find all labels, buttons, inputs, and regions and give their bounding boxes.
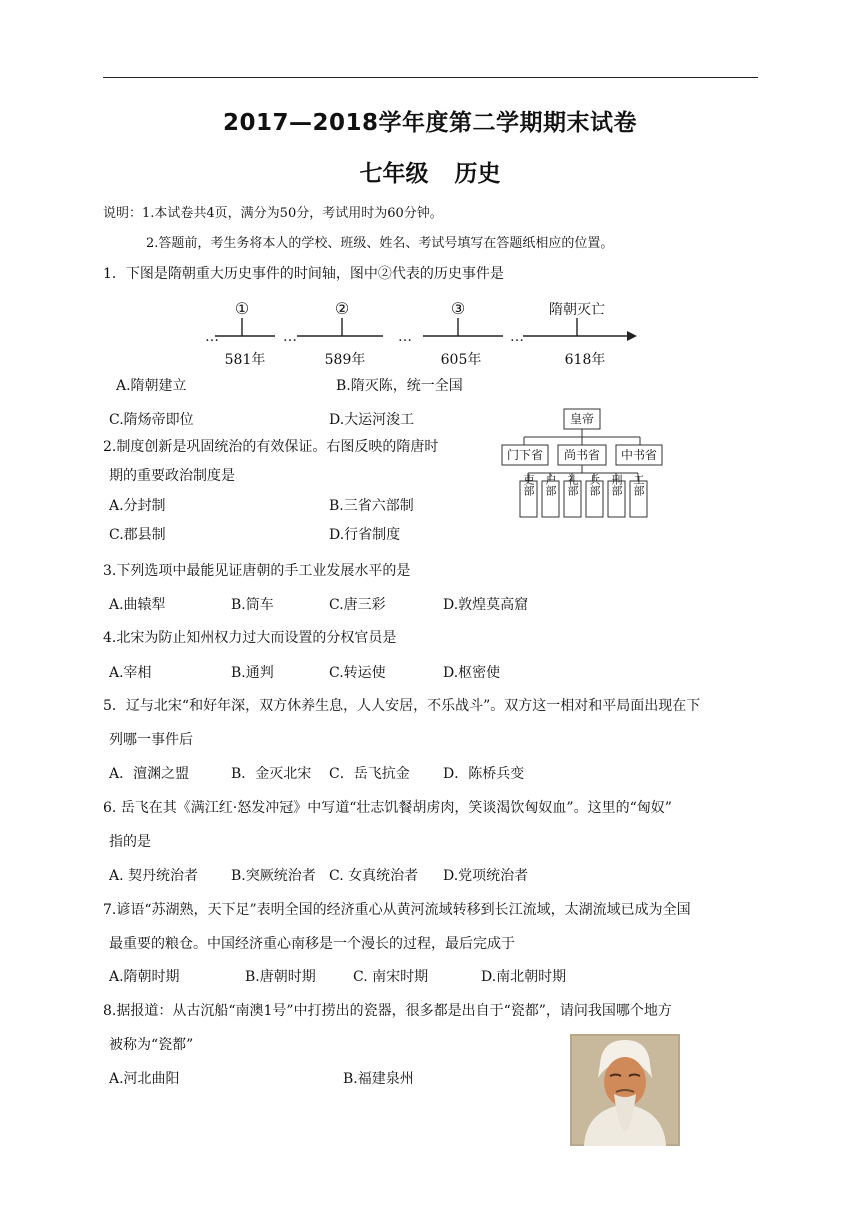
- question-8-option-a[interactable]: A.河北曲阳: [109, 1071, 180, 1087]
- question-5-stem: 5．辽与北宋“和好年深，双方休养生息，人人安居，不乐战斗”。双方这一相对和平局面出现在下: [103, 698, 701, 714]
- genghis-khan-portrait-image: [570, 1034, 680, 1146]
- question-1-option-a[interactable]: A.隋朝建立: [116, 378, 187, 394]
- question-1-option-d[interactable]: D.大运河浚工: [329, 412, 415, 428]
- question-2-option-d[interactable]: D.行省制度: [329, 527, 401, 543]
- question-7-option-a[interactable]: A.隋朝时期: [109, 969, 180, 985]
- question-1-option-b[interactable]: B.隋灭陈，统一全国: [336, 378, 463, 394]
- timeline-year: 581年: [224, 352, 266, 368]
- question-3-option-b[interactable]: B.筒车: [231, 597, 274, 613]
- question-4-stem: 4.北宋为防止知州权力过大而设置的分权官员是: [103, 630, 397, 646]
- question-4-option-c[interactable]: C.转运使: [329, 665, 386, 681]
- subject-label: 历史: [454, 161, 501, 187]
- question-7-stem-cont: 最重要的粮仓。中国经济重心南移是一个漫长的过程，最后完成于: [109, 936, 515, 952]
- org-label-ministry: 户部: [544, 474, 557, 496]
- question-6-stem-cont: 指的是: [109, 834, 151, 850]
- question-8-option-b[interactable]: B.福建泉州: [343, 1071, 414, 1087]
- question-4-option-d[interactable]: D.枢密使: [443, 665, 501, 681]
- timeline-ellipsis: …: [510, 329, 524, 345]
- question-1-option-c[interactable]: C.隋炀帝即位: [109, 412, 194, 428]
- question-4-option-a[interactable]: A.宰相: [109, 665, 152, 681]
- timeline-year: 605年: [440, 352, 482, 368]
- instruction-line-2: 2.答题前，考生务将本人的学校、班级、姓名、考试号填写在答题纸相应的位置。: [146, 236, 614, 251]
- question-2-option-b[interactable]: B.三省六部制: [329, 498, 414, 514]
- timeline-ellipsis: …: [205, 329, 219, 345]
- org-label-ministry: 礼部: [566, 474, 579, 496]
- sui-timeline-figure: [205, 296, 645, 374]
- question-3-option-d[interactable]: D.敦煌莫高窟: [443, 597, 529, 613]
- question-8-stem: 8.据报道：从古沉船“南澳1号”中打捞出的瓷器，很多都是出自于“瓷都”，请问我国哪个地方: [103, 1003, 672, 1019]
- timeline-year: 589年: [324, 352, 366, 368]
- question-1-stem: 1．下图是隋朝重大历史事件的时间轴，图中②代表的历史事件是: [103, 266, 504, 282]
- org-label-ministry: 兵部: [588, 474, 601, 496]
- timeline-event-label: ③: [450, 299, 466, 318]
- question-7-option-c[interactable]: C. 南宋时期: [353, 969, 429, 985]
- timeline-ellipsis: …: [398, 329, 412, 345]
- question-5-option-d[interactable]: D．陈桥兵变: [443, 766, 525, 782]
- instruction-line-1: 说明：1.本试卷共4页，满分为50分，考试用时为60分钟。: [103, 206, 443, 221]
- question-5-stem-cont: 列哪一事件后: [109, 732, 193, 748]
- three-departments-six-ministries-chart: [492, 407, 672, 525]
- question-5-option-b[interactable]: B．金灭北宋: [231, 766, 312, 782]
- question-7-option-d[interactable]: D.南北朝时期: [481, 969, 567, 985]
- question-7-option-b[interactable]: B.唐朝时期: [245, 969, 316, 985]
- timeline-event-label: 隋朝灭亡: [549, 302, 605, 318]
- question-2-stem-cont: 期的重要政治制度是: [109, 468, 235, 484]
- timeline-arrow-icon: [627, 331, 637, 341]
- org-label-ministry: 工部: [632, 474, 645, 496]
- header-rule: [103, 77, 758, 78]
- exam-subtitle: [0, 155, 860, 188]
- org-label-emperor: 皇帝: [569, 412, 595, 426]
- question-6-option-d[interactable]: D.党项统治者: [443, 868, 529, 884]
- org-label-shangshu: 尚书省: [563, 448, 601, 462]
- question-6-option-c[interactable]: C. 女真统治者: [329, 868, 419, 884]
- question-7-stem: 7.谚语“苏湖熟，天下足”表明全国的经济重心从黄河流域转移到长江流域，太湖流域已成为全国: [103, 902, 691, 918]
- timeline-ellipsis: …: [283, 329, 297, 345]
- question-3-option-a[interactable]: A.曲辕犁: [109, 597, 166, 613]
- question-8-stem-cont: 被称为“瓷都”: [109, 1037, 194, 1053]
- question-6-option-a[interactable]: A. 契丹统治者: [109, 868, 199, 884]
- question-5-option-a[interactable]: A．澶渊之盟: [109, 766, 190, 782]
- question-5-option-c[interactable]: C．岳飞抗金: [329, 766, 410, 782]
- question-2-stem: 2.制度创新是巩固统治的有效保证。右图反映的隋唐时: [103, 439, 439, 455]
- timeline-year: 618年: [564, 352, 606, 368]
- exam-title: 2017—2018学年度第二学期期末试卷: [222, 110, 638, 136]
- timeline-event-label: ②: [334, 299, 350, 318]
- question-2-option-c[interactable]: C.郡县制: [109, 527, 166, 543]
- org-label-ministry: 刑部: [610, 474, 623, 496]
- question-3-option-c[interactable]: C.唐三彩: [329, 597, 386, 613]
- question-4-option-b[interactable]: B.通判: [231, 665, 274, 681]
- org-label-zhongshu: 中书省: [620, 448, 658, 462]
- question-3-stem: 3.下列选项中最能见证唐朝的手工业发展水平的是: [103, 563, 411, 579]
- question-6-stem: 6. 岳飞在其《满江红·怒发冲冠》中写道“壮志饥餐胡虏肉，笑谈渴饮匈奴血”。这里的“匈奴”: [103, 800, 672, 816]
- org-label-menxia: 门下省: [506, 448, 544, 462]
- org-label-ministry: 吏部: [522, 474, 535, 496]
- timeline-event-label: ①: [234, 299, 250, 318]
- question-6-option-b[interactable]: B.突厥统治者: [231, 868, 316, 884]
- question-2-option-a[interactable]: A.分封制: [109, 498, 166, 514]
- grade-label: 七年级: [359, 161, 429, 187]
